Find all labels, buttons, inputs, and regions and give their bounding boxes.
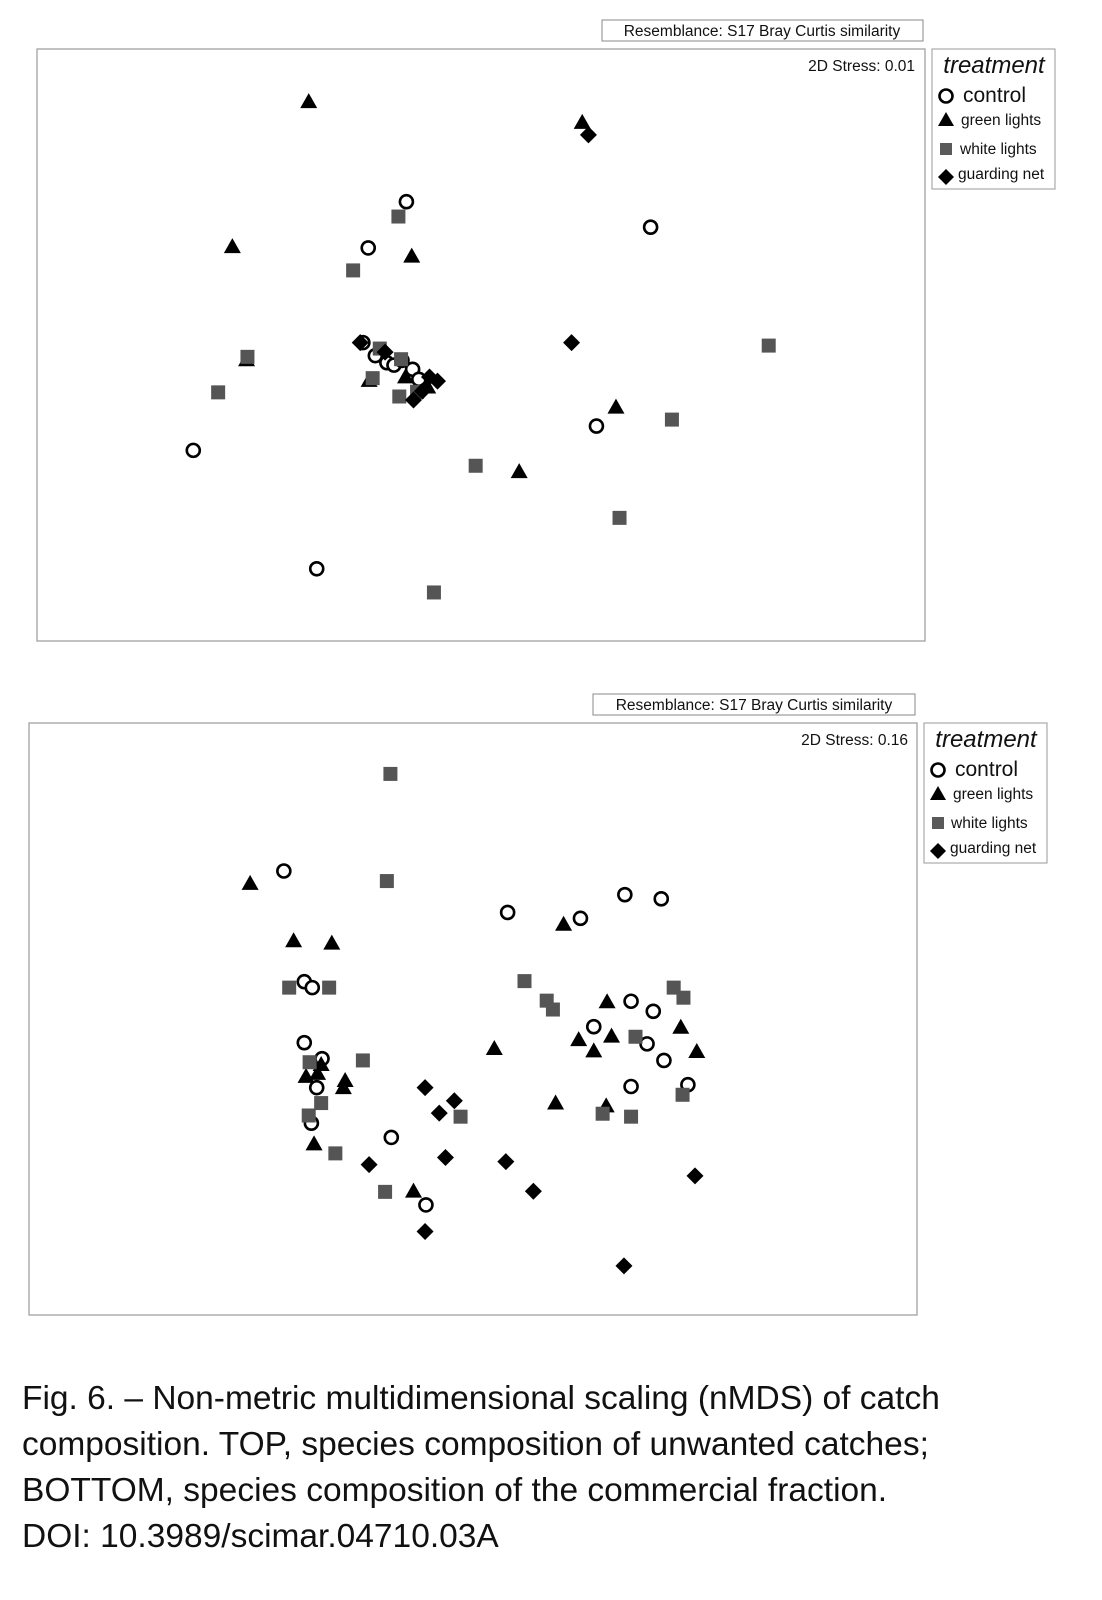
top-point-white-lights-1 bbox=[391, 210, 405, 224]
bottom-point-white-lights-3 bbox=[282, 981, 296, 995]
bottom-point-white-lights-12 bbox=[356, 1053, 370, 1067]
top-point-white-lights-14 bbox=[394, 352, 408, 366]
bottom-point-control-3 bbox=[574, 912, 587, 925]
top-panel bbox=[0, 0, 1102, 660]
top-point-control-2 bbox=[362, 241, 375, 254]
bottom-panel bbox=[0, 680, 1102, 1340]
top-legend bbox=[932, 49, 1055, 189]
legend-control-marker bbox=[940, 90, 953, 103]
legend-control-label: control bbox=[955, 758, 1019, 781]
top-point-white-lights-8 bbox=[613, 511, 627, 525]
legend-white-label: white lights bbox=[951, 815, 1028, 832]
bottom-stress-label: 2D Stress: 0.16 bbox=[801, 732, 908, 749]
legend-white-marker bbox=[932, 817, 944, 829]
bottom-point-white-lights-4 bbox=[322, 981, 336, 995]
legend-green-label: green lights bbox=[961, 112, 1042, 129]
bottom-nmds-plot bbox=[0, 680, 1102, 1340]
bottom-point-white-lights-18 bbox=[596, 1107, 610, 1121]
top-point-white-lights-12 bbox=[392, 390, 406, 404]
bottom-point-white-lights-5 bbox=[518, 974, 532, 988]
top-point-white-lights-2 bbox=[346, 263, 360, 277]
top-point-control-5 bbox=[310, 562, 323, 575]
bottom-point-white-lights-14 bbox=[302, 1108, 316, 1122]
bottom-legend bbox=[924, 723, 1047, 863]
bottom-point-white-lights-1 bbox=[383, 767, 397, 781]
caption-line-2: composition. TOP, species composition of unwanted catches; bbox=[22, 1426, 929, 1463]
legend-control-marker bbox=[932, 764, 945, 777]
top-point-white-lights-9 bbox=[427, 585, 441, 599]
bottom-plot-frame bbox=[29, 723, 917, 1315]
bottom-point-control-1 bbox=[277, 865, 290, 878]
caption-line-3: BOTTOM, species composition of the commercial fraction. bbox=[22, 1472, 888, 1509]
bottom-resemblance-box bbox=[593, 694, 915, 715]
bottom-point-white-lights-19 bbox=[624, 1110, 638, 1124]
bottom-point-white-lights-9 bbox=[676, 991, 690, 1005]
bottom-point-white-lights-20 bbox=[676, 1088, 690, 1102]
legend-white-marker bbox=[940, 143, 952, 155]
bottom-point-control-13 bbox=[419, 1198, 432, 1211]
top-nmds-plot bbox=[0, 0, 1102, 660]
legend-white-label: white lights bbox=[960, 141, 1037, 158]
top-resemblance-box bbox=[602, 20, 923, 41]
bottom-point-control-10 bbox=[310, 1081, 323, 1094]
bottom-point-control-2 bbox=[501, 906, 514, 919]
caption-line-1: Fig. 6. – Non-metric multidimensional scaling (nMDS) of catch bbox=[22, 1380, 940, 1417]
bottom-point-white-lights-11 bbox=[303, 1055, 317, 1069]
top-point-control-4 bbox=[187, 444, 200, 457]
top-point-control-3 bbox=[644, 221, 657, 234]
top-plot-frame bbox=[37, 49, 925, 641]
caption-line-4: DOI: 10.3989/scimar.04710.03A bbox=[22, 1518, 499, 1555]
top-legend-title: treatment bbox=[943, 52, 1045, 79]
top-point-control-6 bbox=[590, 420, 603, 433]
bottom-point-control-18 bbox=[657, 1054, 670, 1067]
top-point-white-lights-4 bbox=[240, 350, 254, 364]
legend-guarding-label: guarding net bbox=[950, 840, 1037, 857]
top-stress-label: 2D Stress: 0.01 bbox=[808, 58, 915, 75]
legend-guarding-label: guarding net bbox=[958, 166, 1045, 183]
bottom-point-control-19 bbox=[625, 1080, 638, 1093]
bottom-point-white-lights-7 bbox=[546, 1003, 560, 1017]
bottom-point-control-16 bbox=[647, 1005, 660, 1018]
top-point-white-lights-3 bbox=[211, 385, 225, 399]
bottom-point-control-7 bbox=[306, 981, 319, 994]
legend-green-label: green lights bbox=[953, 786, 1034, 803]
top-point-white-lights-6 bbox=[665, 413, 679, 427]
bottom-point-control-12 bbox=[385, 1131, 398, 1144]
bottom-point-white-lights-16 bbox=[328, 1146, 342, 1160]
bottom-resemblance-label: Resemblance: S17 Bray Curtis similarity bbox=[615, 697, 893, 714]
figure-caption bbox=[22, 1376, 1092, 1560]
bottom-point-white-lights-17 bbox=[378, 1185, 392, 1199]
top-point-white-lights-7 bbox=[469, 459, 483, 473]
bottom-point-white-lights-10 bbox=[629, 1030, 643, 1044]
bottom-point-white-lights-15 bbox=[454, 1110, 468, 1124]
top-point-white-lights-11 bbox=[366, 371, 380, 385]
bottom-point-control-14 bbox=[587, 1020, 600, 1033]
bottom-legend-title: treatment bbox=[935, 726, 1037, 753]
bottom-point-control-4 bbox=[618, 888, 631, 901]
legend-control-label: control bbox=[963, 84, 1027, 107]
bottom-point-white-lights-2 bbox=[380, 874, 394, 888]
top-point-white-lights-5 bbox=[762, 339, 776, 353]
bottom-point-control-5 bbox=[655, 892, 668, 905]
bottom-point-white-lights-13 bbox=[314, 1096, 328, 1110]
bottom-point-control-8 bbox=[298, 1036, 311, 1049]
bottom-point-control-15 bbox=[625, 995, 638, 1008]
top-point-control-1 bbox=[400, 195, 413, 208]
top-resemblance-label: Resemblance: S17 Bray Curtis similarity bbox=[623, 23, 901, 40]
